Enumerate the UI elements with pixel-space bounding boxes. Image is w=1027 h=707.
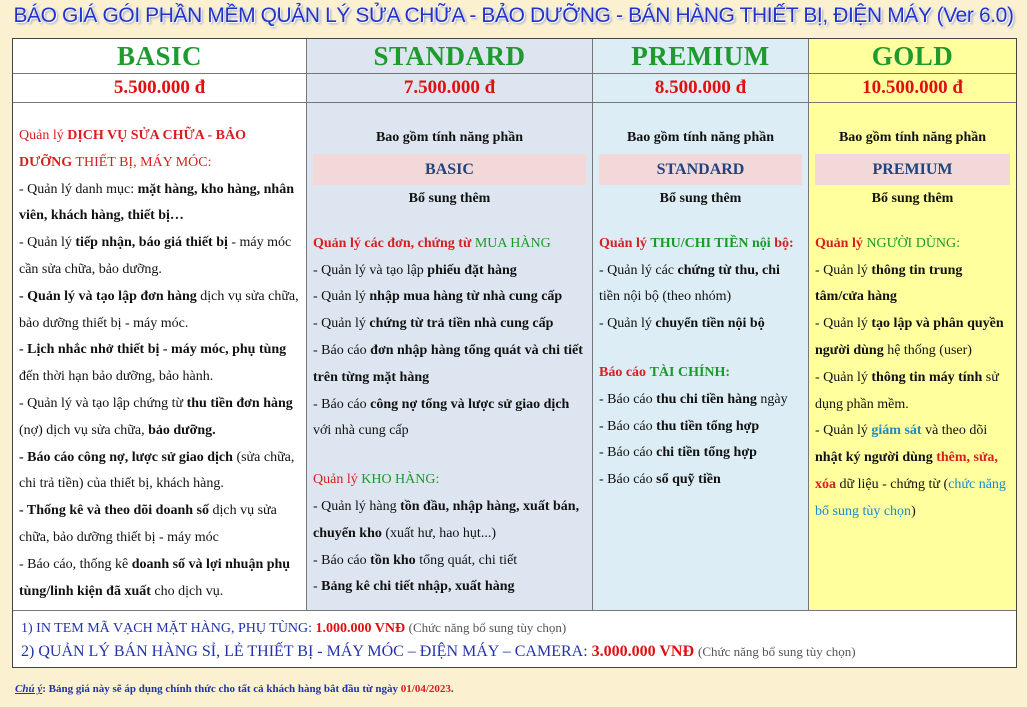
- feature-item: - Quản lý và tạo lập phiếu đặt hàng: [313, 262, 517, 278]
- feature-item: - Quản lý thông tin trung tâm/cửa hàng: [815, 262, 963, 305]
- feature-item: - Báo cáo chi tiền tổng hợp: [599, 445, 757, 461]
- plan-price: 10.500.000 đ: [809, 74, 1016, 103]
- plan-column-standard: [307, 39, 593, 610]
- feature-item: - Thống kê và theo dõi doanh số dịch vụ sửa chữa, bảo dưỡng thiết bị - máy móc: [19, 503, 277, 545]
- feature-item: - Báo cáo sổ quỹ tiền: [599, 472, 721, 488]
- feature-list: [307, 125, 592, 601]
- feature-item: - Quản lý nhập mua hàng từ nhà cung cấp: [313, 289, 563, 305]
- feature-item: - Quản lý và tạo lập đơn hàng dịch vụ sửa chữa, bảo dưỡng thiết bị - máy móc.: [19, 288, 299, 331]
- page-title: BÁO GIÁ GÓI PHẦN MỀM QUẢN LÝ SỬA CHỮA - BẢO DƯỠNG - BÁN HÀNG THIẾT BỊ, ĐIỆN MÁY (Ver 6.0): [13, 4, 1014, 27]
- plan-price: 8.500.000 đ: [593, 74, 808, 103]
- feature-heading: Báo cáo TÀI CHÍNH:: [599, 364, 731, 380]
- plan-price: 7.500.000 đ: [307, 74, 592, 103]
- included-label: Bao gồm tính năng phần: [838, 130, 987, 145]
- feature-item: - Quản lý danh mục: mặt hàng, kho hàng, nhân viên, khách hàng, thiết bị…: [19, 181, 294, 224]
- feature-list: [13, 103, 306, 605]
- addon-item: 1) IN TEM MÃ VẠCH MẶT HÀNG, PHỤ TÙNG: 1.000.000 VNĐ (Chức năng bổ sung tùy chọn): [21, 620, 567, 636]
- feature-item: - Báo cáo, thống kê doanh số và lợi nhuận phụ tùng/linh kiện đã xuất cho dịch vụ.: [19, 556, 291, 599]
- included-label: Bao gồm tính năng phần: [375, 130, 524, 145]
- plan-column-gold: [809, 39, 1016, 610]
- feature-item: - Báo cáo công nợ tổng và lược sử giao dịch với nhà cung cấp: [313, 396, 570, 439]
- feature-item: - Báo cáo thu tiền tổng hợp: [599, 418, 760, 434]
- feature-item: - Báo cáo thu chi tiền hàng ngày: [599, 391, 788, 407]
- plan-price: 5.500.000 đ: [13, 74, 306, 103]
- addon-item: 2) QUẢN LÝ BÁN HÀNG SỈ, LẺ THIẾT BỊ - MÁY MÓC – ĐIỆN MÁY – CAMERA: 3.000.000 VNĐ (Chức năng bổ sung tùy chọn): [21, 643, 856, 660]
- feature-heading: Quản lý KHO HÀNG:: [313, 472, 440, 488]
- plan-column-basic: [13, 39, 307, 610]
- feature-heading: Quản lý NGƯỜI DÙNG:: [815, 235, 961, 251]
- feature-item: - Bảng kê chi tiết nhập, xuất hàng: [313, 579, 515, 595]
- included-plan-badge: BASIC: [313, 154, 586, 185]
- supplement-label: Bổ sung thêm: [408, 190, 491, 206]
- feature-item: - Quản lý chuyển tiền nội bộ: [599, 316, 765, 332]
- feature-list: [809, 125, 1016, 526]
- footer-note: Chú ý: Bảng giá này sẽ áp dụng chính thức cho tất cả khách hàng bắt đầu từ ngày 01/04/2023.: [15, 683, 454, 695]
- plan-name: GOLD: [809, 39, 1016, 74]
- included-plan-badge: PREMIUM: [815, 154, 1010, 185]
- feature-item: - Báo cáo đơn nhập hàng tổng quát và chi tiết trên từng mặt hàng: [313, 342, 583, 385]
- feature-heading: Quản lý DỊCH VỤ SỬA CHỮA - BẢO DƯỠNG THIẾT BỊ, MÁY MÓC:: [19, 128, 246, 170]
- feature-item: - Báo cáo tồn kho tổng quát, chi tiết: [313, 552, 518, 568]
- plan-name: BASIC: [13, 39, 306, 74]
- feature-list: [593, 125, 808, 494]
- feature-item: - Quản lý hàng tồn đầu, nhập hàng, xuất bán, chuyển kho (xuất hư, hao hụt...): [313, 498, 580, 541]
- supplement-label: Bổ sung thêm: [871, 190, 954, 206]
- feature-item: - Quản lý chứng từ trả tiền nhà cung cấp: [313, 316, 554, 332]
- feature-item: - Quản lý thông tin máy tính sử dụng phần mềm.: [815, 369, 999, 412]
- feature-item: - Quản lý tiếp nhận, báo giá thiết bị - máy móc cần sửa chữa, bảo dưỡng.: [19, 235, 292, 277]
- feature-heading: Quản lý các đơn, chứng từ MUA HÀNG: [313, 235, 551, 251]
- included-plan-badge: STANDARD: [599, 154, 802, 185]
- plan-column-premium: [593, 39, 809, 610]
- addon-section: [13, 610, 1016, 667]
- feature-item: - Lịch nhắc nhở thiết bị - máy móc, phụ tùng đến thời hạn bảo dưỡng, bảo hành.: [19, 342, 287, 385]
- pricing-table: [12, 38, 1017, 668]
- feature-heading: Quản lý THU/CHI TIỀN nội bộ:: [599, 235, 794, 251]
- feature-item: - Quản lý và tạo lập chứng từ thu tiền đơn hàng (nợ) dịch vụ sửa chữa, bảo dưỡng.: [19, 395, 293, 438]
- plan-name: PREMIUM: [593, 39, 808, 74]
- feature-item: - Quản lý giám sát và theo dõi nhật ký người dùng thêm, sửa, xóa dữ liệu - chứng từ (chức năng bổ sung tùy chọn): [815, 423, 1006, 519]
- feature-item: - Quản lý tạo lập và phân quyền người dùng hệ thống (user): [815, 316, 1004, 358]
- feature-item: - Quản lý các chứng từ thu, chi tiền nội bộ (theo nhóm): [599, 262, 780, 305]
- supplement-label: Bổ sung thêm: [659, 190, 742, 206]
- included-label: Bao gồm tính năng phần: [626, 130, 775, 145]
- plan-name: STANDARD: [307, 39, 592, 74]
- feature-item: - Báo cáo công nợ, lược sử giao dịch (sửa chữa, chi trả tiền) của thiết bị, khách hàng.: [19, 449, 295, 492]
